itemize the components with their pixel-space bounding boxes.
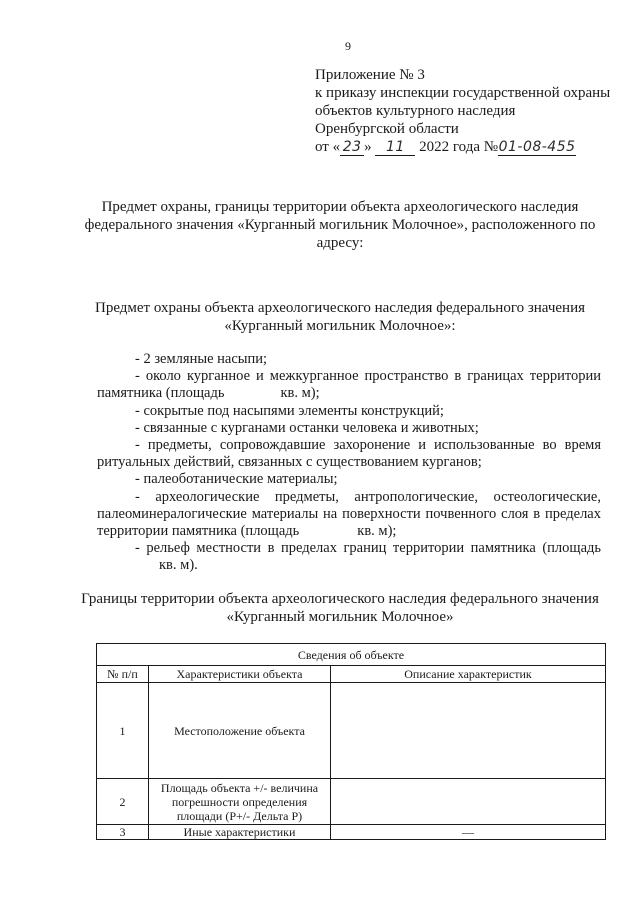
subject-items-list	[97, 351, 601, 575]
date-mid: »	[364, 139, 376, 155]
date-day-handwritten: 23	[340, 140, 364, 156]
heading-borders: Границы территории объекта археологического наследия федерального значения «Курганный могильник Молочное»	[81, 591, 599, 625]
date-year: 2022 года №	[415, 139, 499, 155]
date-prefix: от «	[315, 139, 341, 155]
row-num: 3	[97, 825, 149, 840]
table-caption: Сведения об объекте	[97, 644, 606, 666]
appendix-region-line: Оренбургской области	[315, 121, 459, 137]
list-item: - археологические предметы, антропологические, остеологические, палеоминералогические материалы на поверхности почвенного слоя в пределах территории памятника (площадь кв. м);	[97, 488, 601, 540]
list-item: - рельеф местности в пределах границ территории памятника (площадькв. м).	[135, 540, 601, 574]
heading-subject: Предмет охраны объекта археологического наследия федерального значения «Курганный могильник Молочное»:	[94, 300, 586, 334]
list-item: - около курганное и межкурганное пространство в границах территории памятника (площадь кв. м);	[97, 368, 601, 402]
row-description	[331, 779, 606, 825]
object-info-table	[96, 643, 606, 840]
list-item: - сокрытые под насыпями элементы конструкций;	[135, 402, 444, 419]
row-characteristic: Местоположение объекта	[149, 683, 331, 779]
list-item: - связанные с курганами останки человека и животных;	[135, 419, 479, 436]
header-description: Описание характеристик	[331, 666, 606, 683]
heading-main: Предмет охраны, границы территории объекта археологического наследия федерального значения «Курганный могильник Молочное», расположенного по адресу:	[84, 199, 596, 251]
appendix-order-line: к приказу инспекции государственной охраны	[315, 85, 611, 101]
date-month-handwritten: 11	[375, 140, 415, 156]
header-characteristic: Характеристики объекта	[149, 666, 331, 683]
order-number-handwritten: 01-08-455	[498, 139, 576, 155]
table-row	[97, 825, 606, 840]
table-row	[97, 683, 606, 779]
appendix-org-line: объектов культурного наследия	[315, 103, 516, 119]
row-characteristic: Площадь объекта +/- величина погрешности определения площади (Р+/- Дельта Р)	[149, 779, 331, 825]
table-row	[97, 779, 606, 825]
appendix-title: Приложение № 3	[315, 67, 425, 83]
row-characteristic: Иные характеристики	[149, 825, 331, 840]
list-item: - 2 земляные насыпи;	[135, 351, 268, 367]
page-number: 9	[345, 39, 351, 53]
row-description: —	[331, 825, 606, 840]
list-item: - предметы, сопровождавшие захоронение и использованные во время ритуальных действий, связанных с существованием курганов;	[97, 437, 601, 471]
row-description	[331, 683, 606, 779]
appendix-block	[315, 66, 625, 156]
row-num: 2	[97, 779, 149, 825]
header-num: № п/п	[97, 666, 149, 683]
row-num: 1	[97, 683, 149, 779]
list-item: - палеоботанические материалы;	[135, 471, 338, 488]
appendix-date-line	[315, 138, 625, 156]
